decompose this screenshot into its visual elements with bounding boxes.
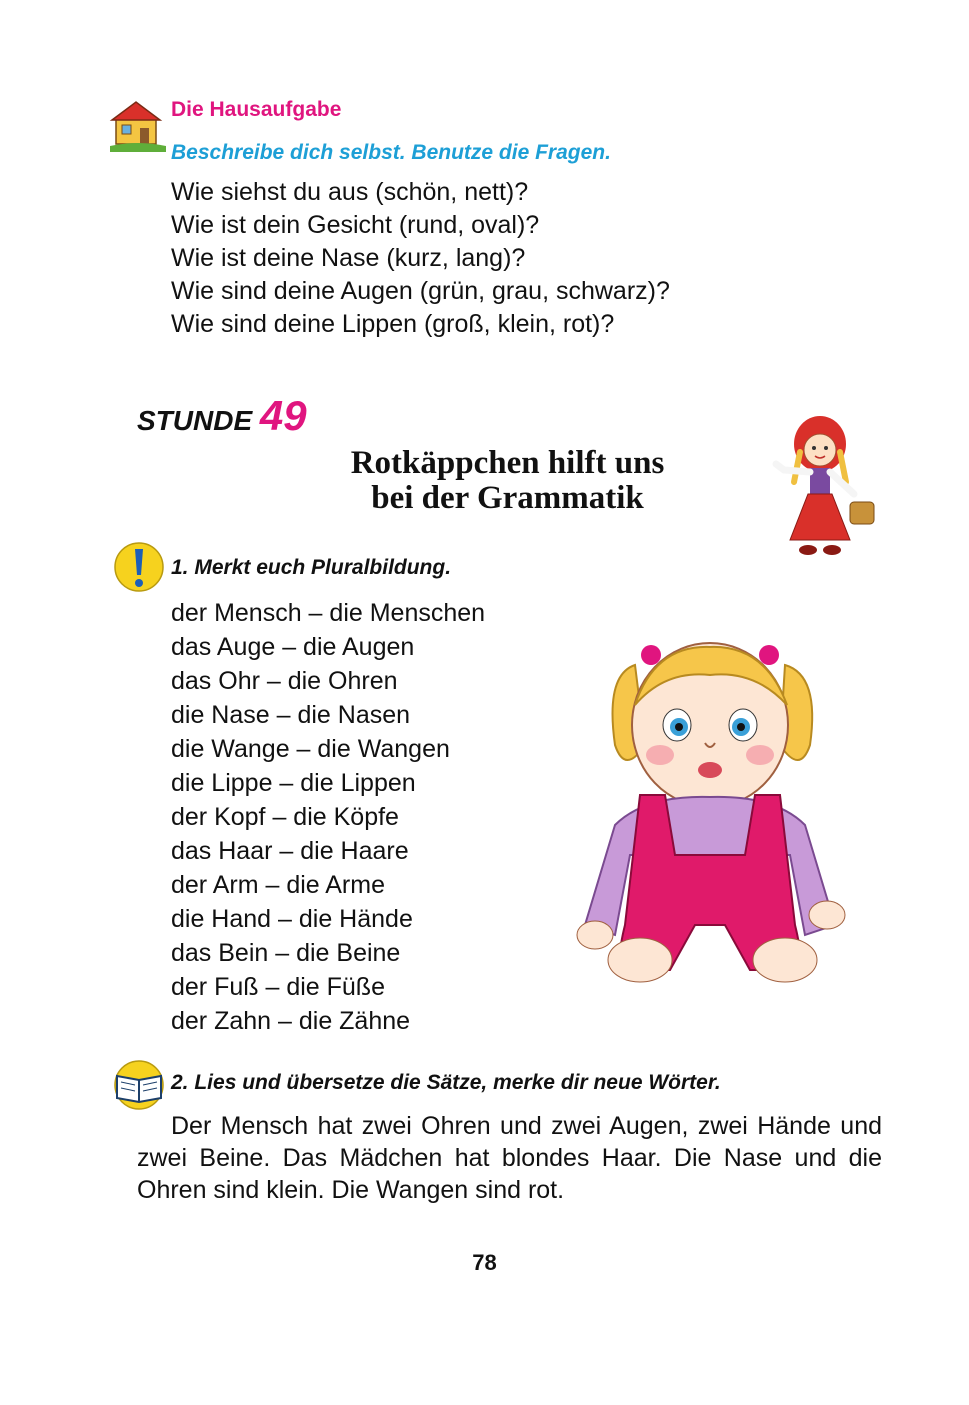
- homework-title: Die Hausaufgabe: [171, 98, 342, 121]
- question-item: Wie sind deine Augen (grün, grau, schwarz)?: [171, 277, 670, 305]
- lesson-title: [300, 446, 715, 516]
- lesson-title-line2: bei der Grammatik: [371, 480, 644, 516]
- plural-item: der Zahn – die Zähne: [171, 1007, 411, 1035]
- exercise2-title: 2. Lies und übersetze die Sätze, merke dir neue Wörter.: [171, 1071, 721, 1094]
- doll-illustration: [555, 625, 870, 990]
- plural-item: die Wange – die Wangen: [171, 735, 450, 763]
- homework-task: Beschreibe dich selbst. Benutze die Fragen.: [171, 141, 611, 164]
- question-item: Wie siehst du aus (schön, nett)?: [171, 178, 529, 206]
- question-item: Wie sind deine Lippen (groß, klein, rot)?: [171, 310, 615, 338]
- lesson-label-text: STUNDE: [137, 405, 253, 436]
- red-riding-hood-illustration: [770, 412, 885, 562]
- page-number: 78: [472, 1250, 497, 1275]
- plural-item: das Bein – die Beine: [171, 939, 401, 967]
- plural-list: [171, 596, 485, 1038]
- lesson-label: [137, 392, 307, 440]
- plural-item: die Lippe – die Lippen: [171, 769, 416, 797]
- plural-item: die Nase – die Nasen: [171, 701, 411, 729]
- plural-item: der Arm – die Arme: [171, 871, 385, 899]
- exclamation-icon: [113, 541, 165, 593]
- book-icon: [111, 1060, 167, 1110]
- plural-item: der Mensch – die Menschen: [171, 599, 486, 627]
- plural-item: der Fuß – die Füße: [171, 973, 385, 1001]
- question-item: Wie ist deine Nase (kurz, lang)?: [171, 244, 526, 272]
- plural-item: die Hand – die Hände: [171, 905, 413, 933]
- homework-questions: [171, 176, 670, 341]
- plural-item: der Kopf – die Köpfe: [171, 803, 399, 831]
- house-icon: [110, 98, 166, 152]
- exercise2-text: Der Mensch hat zwei Ohren und zwei Augen, zwei Hände und zwei Beine. Das Mädchen hat blondes Haar. Die Nase und die Ohren sind klein. Die Wangen sind rot.: [137, 1112, 882, 1204]
- lesson-title-line1: Rotkäppchen hilft uns: [350, 445, 665, 481]
- exercise1-title: 1. Merkt euch Pluralbildung.: [171, 556, 452, 579]
- plural-item: das Auge – die Augen: [171, 633, 415, 661]
- question-item: Wie ist dein Gesicht (rund, oval)?: [171, 211, 540, 239]
- plural-item: das Ohr – die Ohren: [171, 667, 398, 695]
- plural-item: das Haar – die Haare: [171, 837, 409, 865]
- lesson-number: 49: [259, 392, 307, 439]
